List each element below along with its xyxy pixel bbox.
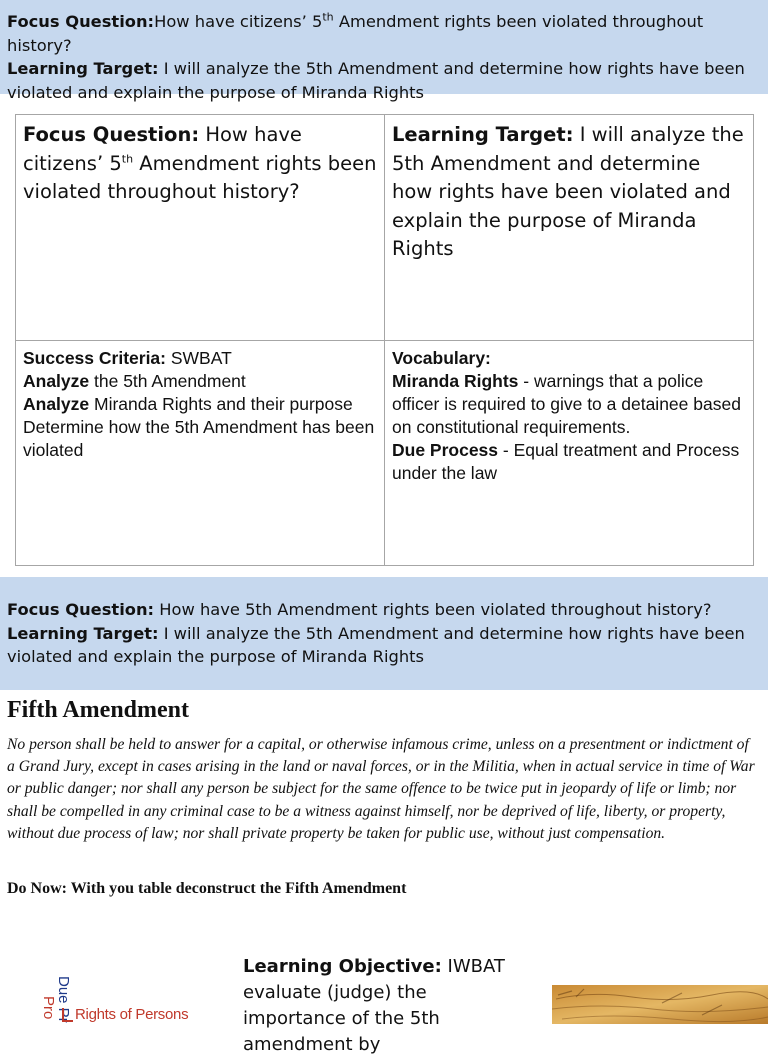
success-verb-1: Analyze [23,371,90,391]
mid-focus-text: How have 5th Amendment rights been violated throughout history? [154,600,712,619]
success-verb-2: Analyze [23,394,90,414]
target-label: Learning Target: [7,59,159,78]
learning-target [7,57,761,104]
success-criteria-cell [16,341,385,566]
logo-bracket-icon [62,1008,73,1022]
success-label: Success Criteria: [23,348,166,368]
grid-focus-cell [16,115,385,341]
focus-sup: th [322,10,334,24]
grid-target-label: Learning Target: [392,123,574,146]
vocab-heading [392,347,746,370]
grid-target-text: I will analyze the 5th Amendment and determine how rights have been violated and explain the purpose of Miranda Rights [392,123,744,260]
grid-focus-post: Amendment rights been violated throughout history? [23,151,377,203]
success-heading [23,347,377,370]
vocab-label: Vocabulary: [392,348,491,368]
logo-pro-text: Pro [40,996,57,1020]
vocab-entry-2 [392,439,746,485]
fifth-amendment-title: Fifth Amendment [7,697,189,723]
grid-focus-sup: th [121,152,134,165]
mid-focus-label: Focus Question: [7,600,155,619]
objective-text: IWBAT evaluate (judge) the importance of the 5th amendment by [243,956,505,1055]
success-label-tail: SWBAT [166,348,232,368]
focus-banner-mid [0,577,768,690]
learning-objective [243,954,533,1058]
focus-question [7,10,761,57]
focus-label: Focus Question: [7,12,155,31]
success-line-2 [23,393,377,416]
criteria-table [15,114,754,566]
vocab-term-2: Due Process [392,440,499,460]
do-now-instruction: Do Now: With you table deconstruct the Fifth Amendment [7,880,407,897]
success-rest-2: Miranda Rights and their purpose [89,394,353,414]
focus-text-pre: How have citizens’ 5 [154,12,323,31]
vocab-def-1: - warnings that a police officer is required to give to a detainee based on constitutional requirements. [392,371,741,437]
logo-rights-text: Rights of Persons [75,1006,189,1023]
mid-learning-target [7,622,761,669]
success-line-3: Determine how the 5th Amendment has been violated [23,417,375,460]
mid-focus-question [7,598,761,622]
constitution-parchment-image [552,985,768,1024]
focus-text-post: Amendment rights been violated throughout history? [7,12,704,55]
vocabulary-cell [385,341,754,566]
mid-target-text: I will analyze the 5th Amendment and determine how rights have been violated and explain the purpose of Miranda Rights [7,623,745,666]
logo-due-text: Due Pr [55,976,72,1023]
grid-focus-label: Focus Question: [23,123,200,146]
fifth-amendment-text: No person shall be held to answer for a capital, or otherwise infamous crime, unless on a presentment or indictment of a Grand Jury, except in cases arising in the land or naval forces, or in the Militia, when in actual service in time of War or public danger; nor shall any person be subject for the same offence to be twice put in jeopardy of life or limb; nor shall be compelled in any criminal case to be a witness against himself, nor be deprived of life, liberty, or property, without due process of law; nor shall private property be taken for public use, without just compensation. [7,736,755,842]
focus-banner-top [0,0,768,102]
mid-target-label: Learning Target: [7,623,159,643]
vocab-term-1: Miranda Rights [392,371,519,391]
vocab-entry-1 [392,370,746,439]
grid-target-cell [385,115,754,341]
success-rest-1: the 5th Amendment [89,371,246,391]
objective-label: Learning Objective: [243,956,442,977]
grid-focus-pre: How have citizens’ 5 [23,123,302,175]
vocab-def-2: - Equal treatment and Process under the law [392,440,740,483]
success-line-1 [23,370,377,393]
target-text: I will analyze the 5th Amendment and determine how rights have been violated and explain the purpose of Miranda Rights [7,59,745,102]
